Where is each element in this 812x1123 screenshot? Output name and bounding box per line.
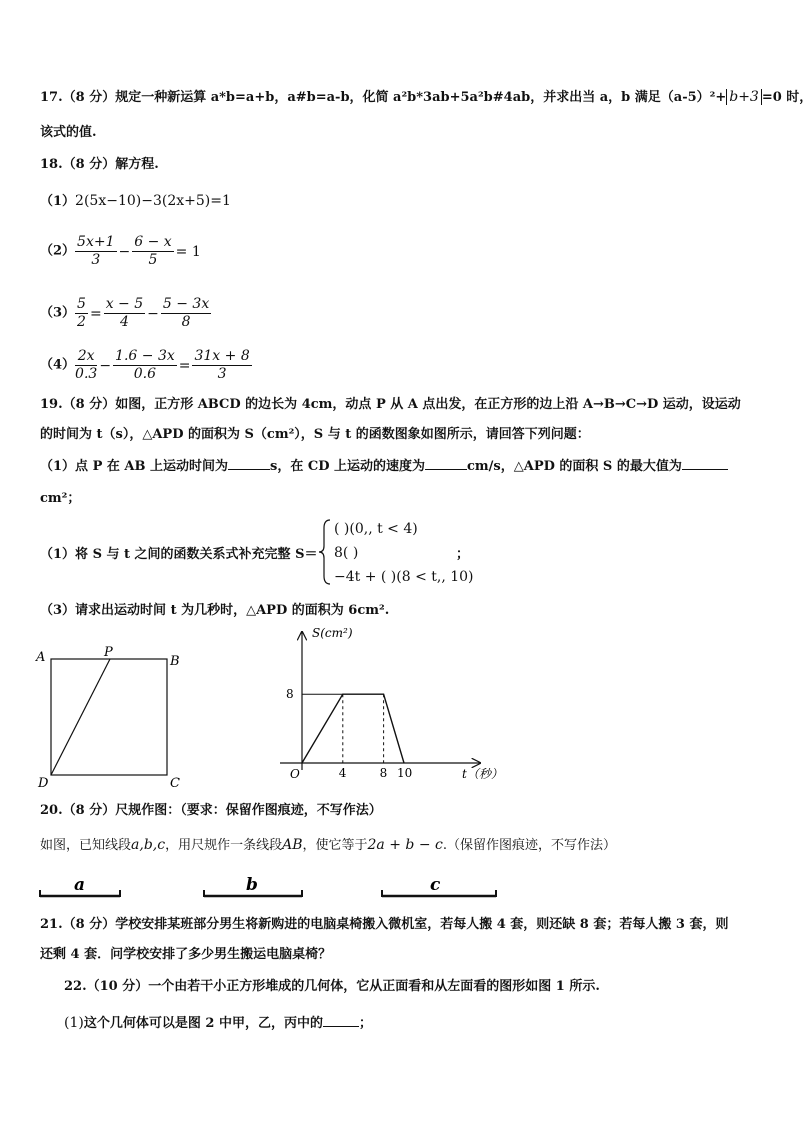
y-axis-label: S(cm²) (312, 626, 353, 640)
fraction: $\frac{6 - x}{5}$ (134, 234, 172, 268)
segment-c (382, 875, 496, 897)
segment-a (40, 875, 120, 897)
fraction: $\frac{5 - 3x}{8}$ (162, 296, 210, 330)
q19-part1-unit: cm²； (40, 491, 81, 506)
segment-b (204, 875, 302, 897)
fraction: $\frac{31x + 8}{3}$ (194, 348, 250, 382)
q18-part4: （4） $\frac{2x}{0.3}$ − $\frac{1.6 - 3x}{0.6}$ = $\frac{31x + 8}{3}$ (40, 348, 250, 382)
y-tick-label: 8 (286, 687, 294, 702)
x-tick-label: 10 (397, 766, 413, 780)
segment-c-label: c (430, 875, 441, 895)
segment-pd (51, 659, 110, 775)
label-d: D (38, 776, 49, 791)
label-c: C (170, 776, 180, 791)
q19-line1: 19.（8 分）如图，正方形 ABCD 的边长为 4cm，动点 P 从 A 点出发，在正方形的边上沿 A→B→C→D 运动，设运动 (40, 397, 741, 412)
label-a: A (36, 650, 46, 665)
q19-part2: （1）将 S 与 t 之间的函数关系式补充完整 S＝ (40, 547, 318, 562)
label-p: P (104, 645, 113, 660)
square-figure (30, 645, 190, 795)
q18-part3: （3） $\frac{5}{2}$ = $\frac{x - 5}{4}$ − $\frac{5 - 3x}{8}$ (40, 296, 210, 330)
case-end: ； (456, 547, 470, 562)
segments-figure (36, 872, 516, 904)
x-tick-label: 4 (338, 766, 347, 780)
q21-line2: 还剩 4 套．问学校安排了多少男生搬运电脑桌椅？ (40, 947, 332, 962)
q22-part1: (1)这个几何体可以是图 2 中甲，乙，丙中的 ； (64, 1015, 372, 1031)
q17-line2: 该式的值. (40, 125, 97, 140)
q18-title: 18.（8 分）解方程. (40, 157, 159, 172)
q18-part2: （2） $\frac{5x+1}{3}$ − $\frac{6 - x}{5}$ = 1 (40, 234, 201, 268)
series-line (302, 694, 404, 763)
q19-part1: （1）点 P 在 AB 上运动时间为 s，在 CD 上运动的速度为 cm/s，△APD 的面积 S 的最大值为 (40, 458, 728, 476)
x-axis-label: t（秒） (462, 767, 503, 781)
s-t-graph (270, 620, 510, 790)
q17-line1: 17.（8 分）规定一种新运算 a*b=a+b，a#b=a-b，化简 a²b*3ab+5a²b#4ab，并求出当 a，b 满足（a-5）²+ b+3 =0 时， (40, 89, 812, 105)
case-1: ( )(0,, t < 4) (334, 521, 418, 537)
case-2: 8( ) (334, 545, 359, 561)
q20-line2: 如图，已知线段a,b,c，用尺规作一条线段AB，使它等于2a + b − c.（保留作图痕迹，不写作法） (40, 837, 616, 853)
fraction: $\frac{x - 5}{4}$ (105, 296, 144, 330)
fraction: $\frac{5x+1}{3}$ (77, 234, 115, 268)
segment-a-label: a (74, 875, 86, 895)
q22-line1: 22.（10 分）一个由若干小正方形堆成的几何体，它从正面看和从左面看的图形如图 1 所示. (64, 979, 600, 994)
q19-part3: （3）请求出运动时间 t 为几秒时，△APD 的面积为 6cm². (40, 603, 390, 618)
q21-line1: 21.（8 分）学校安排某班部分男生将新购进的电脑桌椅搬入微机室，若每人搬 4 套，则还缺 8 套；若每人搬 3 套，则 (40, 917, 729, 932)
x-tick-label: 8 (379, 766, 388, 780)
abs-value: b+3 (726, 89, 762, 105)
origin-label: O (290, 767, 300, 781)
q20-line1: 20.（8 分）尺规作图：（要求：保留作图痕迹，不写作法） (40, 803, 382, 818)
segment-b-label: b (246, 875, 258, 895)
fraction: $\frac{2x}{0.3}$ (75, 348, 98, 382)
q18-part1: （1）2(5x−10)−3(2x+5)=1 (40, 193, 231, 209)
q19-line2: 的时间为 t（s），△APD 的面积为 S（cm²），S 与 t 的函数图象如图所示，请回答下列问题： (40, 427, 590, 442)
label-b: B (170, 654, 180, 669)
case-3: −4t + ( )(8 < t,, 10) (334, 569, 474, 585)
fraction: $\frac{5}{2}$ (77, 296, 86, 330)
square-abcd (51, 659, 167, 775)
fraction: $\frac{1.6 - 3x}{0.6}$ (115, 348, 175, 382)
case-brace (318, 518, 332, 586)
